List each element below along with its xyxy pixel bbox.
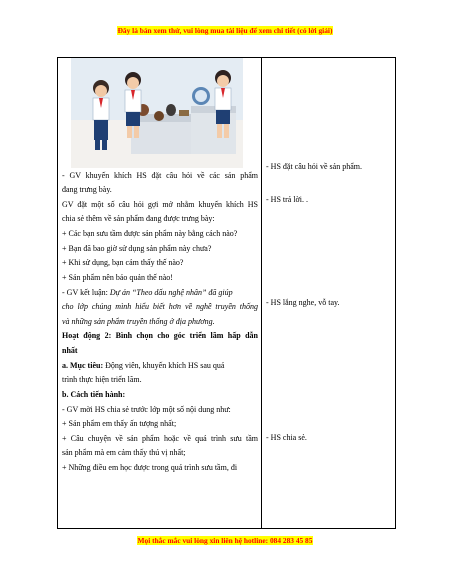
classroom-exhibition-illustration <box>71 58 243 168</box>
conclusion-line: cho lớp chúng mình hiểu biết hơn về nghề truyền thống <box>62 302 258 311</box>
conclusion-prefix: - GV kết luận: <box>62 288 110 297</box>
preview-banner-text: Đây là bản xem thử, vui lòng mua tài liệu để xem chi tiết (có lời giải) <box>117 26 333 35</box>
text-line: chia sẻ thêm về sản phẩm đang được trưng bày: <box>62 214 215 223</box>
lesson-table <box>57 57 396 529</box>
method-heading: b. Cách tiến hành: <box>62 390 126 399</box>
question-item: + Các bạn sưu tầm được sản phẩm này bằng cách nào? <box>62 229 238 238</box>
teacher-activity-cell <box>58 58 262 529</box>
list-item: sản phẩm mà em cảm thấy thú vị nhất; <box>62 448 186 457</box>
student-line: - HS chia sẻ. <box>266 433 307 442</box>
list-item: + Câu chuyện về sản phẩm hoặc về quá trình sưu tầm <box>62 434 258 443</box>
conclusion-line: và những sản phẩm truyền thống ở địa phương. <box>62 317 215 326</box>
text-line: đang trưng bày. <box>62 185 112 194</box>
activity-heading: Hoạt động 2: Bình chọn cho góc triển lãm hấp dẫn <box>62 331 258 340</box>
student-activity-cell <box>262 58 396 529</box>
student-line: - HS đặt câu hỏi về sản phẩm. <box>266 162 362 171</box>
goal-text: Động viên, khuyến khích HS sau quá <box>103 361 225 370</box>
conclusion-italic: Dự án “Theo dấu nghệ nhân” đã giúp <box>109 288 233 297</box>
hotline-banner <box>0 536 450 545</box>
text-line: GV đặt một số câu hỏi gợi mở nhằm khuyến khích HS <box>62 200 258 209</box>
goal-label: a <box>62 361 66 370</box>
preview-banner <box>0 26 450 35</box>
question-item: + Bạn đã bao giờ sử dụng sản phẩm này chưa? <box>62 244 212 253</box>
conclusion-line <box>62 287 258 298</box>
hotline-banner-text: Mọi thắc mắc vui lòng xin liên hệ hotline: 084 283 45 85 <box>137 536 313 545</box>
list-item: + Sản phẩm em thấy ấn tượng nhất; <box>62 419 177 428</box>
text-line: trình thực hiện triển lãm. <box>62 375 142 384</box>
student-line: - HS lắng nghe, vỗ tay. <box>266 298 340 307</box>
text-line: - GV mời HS chia sẻ trước lớp một số nội dung như: <box>62 405 231 414</box>
list-item: + Những điều em học được trong quá trình sưu tầm, đi <box>62 463 238 472</box>
question-item: + Sản phẩm nên bảo quản thế nào! <box>62 273 173 282</box>
goal-heading: . Mục tiêu: <box>66 361 104 370</box>
table-row <box>58 58 396 529</box>
text-line: - GV khuyến khích HS đặt câu hỏi về các sản phẩm <box>62 171 258 180</box>
activity-heading: nhất <box>62 346 78 355</box>
question-item: + Khi sử dụng, bạn cảm thấy thế nào? <box>62 258 184 267</box>
goal-line <box>62 360 258 371</box>
student-line: - HS trả lời. . <box>266 195 309 204</box>
